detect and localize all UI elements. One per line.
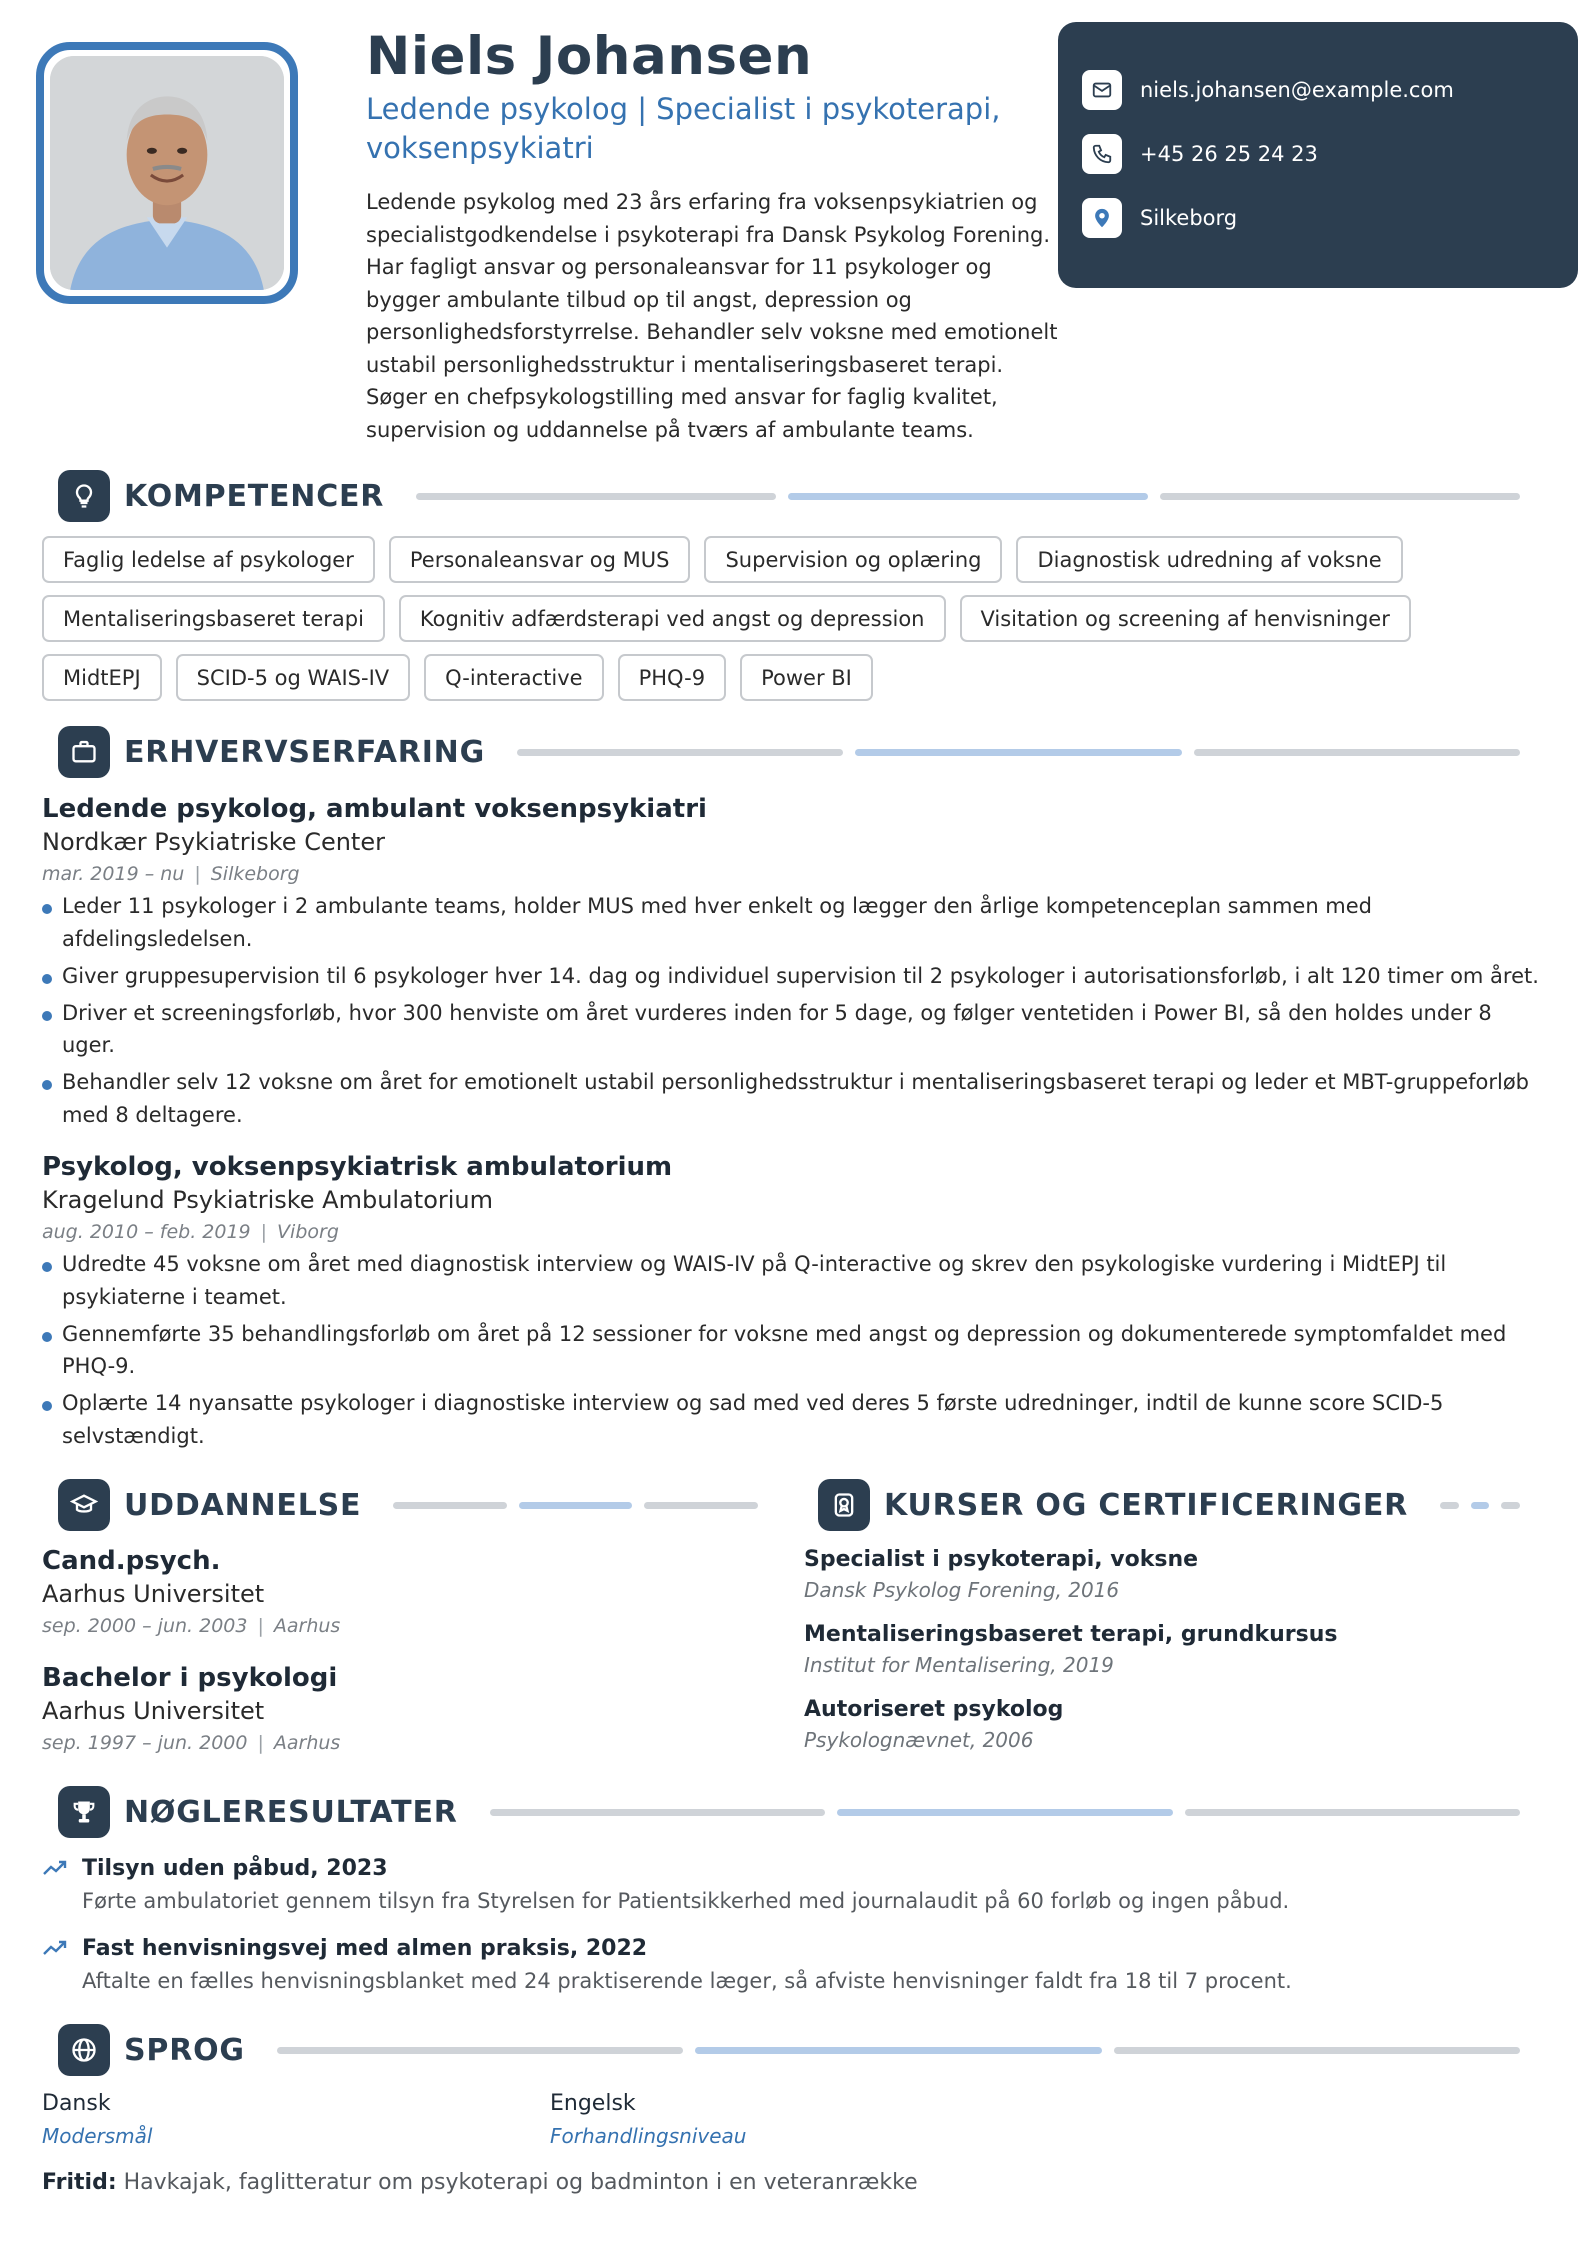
result-text: Førte ambulatoriet gennem tilsyn fra Styrelsen for Patientsikkerhed med journalaudit på 60 forløb og ingen påbud. — [82, 1889, 1290, 1913]
section-divider — [277, 2047, 1520, 2054]
skill-chip: Kognitiv adfærdsterapi ved angst og depression — [399, 595, 946, 642]
job-period: mar. 2019 – nu — [42, 863, 185, 885]
education-location: Aarhus — [273, 1732, 341, 1754]
skill-chip: Power BI — [740, 654, 873, 701]
graduation-cap-icon — [58, 1479, 110, 1531]
globe-icon — [58, 2024, 110, 2076]
job-bullet: Oplærte 14 nyansatte psykologer i diagnostiske interview og sad med ved deres 5 første udredninger, indtil de kunne score SCID-5 selvstændigt. — [42, 1387, 1550, 1452]
job-bullets — [42, 890, 1550, 1131]
education-entry — [42, 1544, 742, 1642]
section-header-skills — [58, 470, 1520, 522]
candidate-name: Niels Johansen — [366, 26, 813, 87]
lightbulb-icon — [58, 470, 110, 522]
result-entry — [42, 1932, 1542, 1998]
section-title-education: UDDANNELSE — [124, 1487, 362, 1523]
job-bullet: Behandler selv 12 voksne om året for emotionelt ustabil personlighedsstruktur i mentaliseringsbaseret terapi og leder et MBT-gruppeforløb med 8 deltagere. — [42, 1066, 1550, 1131]
skill-chip: Personaleansvar og MUS — [389, 536, 691, 583]
job-period: aug. 2010 – feb. 2019 — [42, 1221, 251, 1243]
skill-chip: PHQ-9 — [618, 654, 727, 701]
mail-icon — [1082, 70, 1122, 110]
job-bullet: Gennemførte 35 behandlingsforløb om året på 12 sessioner for voksne med angst og depression og dokumenterede symptomfaldet med PHQ-9. — [42, 1318, 1550, 1383]
briefcase-icon — [58, 726, 110, 778]
contact-card — [1058, 22, 1578, 288]
job-bullet: Leder 11 psykologer i 2 ambulante teams, holder MUS med hver enkelt og lægger den årlige kompetenceplan sammen med afdelingsledelsen. — [42, 890, 1550, 955]
section-header-languages — [58, 2024, 1520, 2076]
job-location: Silkeborg — [210, 863, 300, 885]
job-meta: mar. 2019 – nu | Silkeborg — [42, 863, 300, 885]
skill-chip: MidtEPJ — [42, 654, 162, 701]
result-heading — [42, 1932, 1542, 1964]
contact-phone-text: +45 26 25 24 23 — [1140, 142, 1318, 166]
contact-email[interactable] — [1082, 70, 1578, 110]
hobbies-text: Havkajak, faglitteratur om psykoterapi og badminton i en veteranrække — [123, 2170, 918, 2195]
profile-photo — [50, 56, 284, 290]
job-entry — [42, 792, 1550, 1136]
skill-chip: Visitation og screening af henvisninger — [960, 595, 1411, 642]
section-title-languages: SPROG — [124, 2032, 245, 2068]
result-text: Aftalte en fælles henvisningsblanket med 24 praktiserende læger, så afviste henvisninger faldt fra 18 til 7 procent. — [82, 1969, 1292, 1993]
portrait-image — [50, 56, 284, 290]
job-bullet: Udredte 45 voksne om året med diagnostisk interview og WAIS-IV på Q-interactive og skrev den psykologiske vurdering i MidtEPJ til psykiaterne i teamet. — [42, 1248, 1550, 1313]
section-divider — [517, 749, 1520, 756]
section-title-skills: KOMPETENCER — [124, 478, 385, 514]
skill-chip: SCID-5 og WAIS-IV — [176, 654, 410, 701]
certification-title: Specialist i psykoterapi, voksne — [804, 1547, 1199, 1572]
section-title-results: NØGLERESULTATER — [124, 1794, 458, 1830]
job-entry — [42, 1150, 1550, 1457]
language-entry — [550, 2088, 746, 2152]
map-pin-icon — [1082, 198, 1122, 238]
section-header-experience — [58, 726, 1520, 778]
job-title: Ledende psykolog, ambulant voksenpsykiatri — [42, 794, 707, 824]
education-location: Aarhus — [273, 1615, 341, 1637]
certification-title: Mentaliseringsbaseret terapi, grundkursus — [804, 1622, 1338, 1647]
result-heading — [42, 1852, 1542, 1884]
job-bullet: Driver et screeningsforløb, hvor 300 henviste om året vurderes inden for 5 dage, og følger ventetiden i Power BI, så den holdes under 8 uger. — [42, 997, 1550, 1062]
language-level: Modersmål — [42, 2124, 153, 2148]
certification-issuer: Institut for Mentalisering, 2019 — [804, 1653, 1114, 1677]
award-icon — [818, 1479, 870, 1531]
job-title: Psykolog, voksenpsykiatrisk ambulatorium — [42, 1152, 673, 1182]
section-divider — [416, 493, 1520, 500]
contact-location-text: Silkeborg — [1140, 206, 1238, 230]
hobbies-line — [42, 2170, 918, 2195]
language-name: Engelsk — [550, 2091, 636, 2116]
phone-icon — [1082, 134, 1122, 174]
language-entry — [42, 2088, 152, 2152]
section-divider — [490, 1809, 1520, 1816]
skill-chip: Mentaliseringsbaseret terapi — [42, 595, 385, 642]
certification-entry — [804, 1544, 1544, 1606]
skill-chip: Q-interactive — [424, 654, 603, 701]
education-degree: Bachelor i psykologi — [42, 1663, 338, 1693]
contact-location — [1082, 198, 1578, 238]
skill-chip: Supervision og oplæring — [704, 536, 1002, 583]
education-meta: sep. 1997 – jun. 2000 | Aarhus — [42, 1732, 341, 1754]
education-entry — [42, 1661, 742, 1759]
trophy-icon — [58, 1786, 110, 1838]
section-title-certifications: KURSER OG CERTIFICERINGER — [884, 1487, 1409, 1523]
profile-summary: Ledende psykolog med 23 års erfaring fra voksenpsykiatrien og specialistgodkendelse i psykoterapi fra Dansk Psykolog Forening. Har fagligt ansvar og personaleansvar for 11 psykologer og bygger ambulante tilbud op til angst, depression og personlighedsforstyrrelse. Behandler selv voksne med emotionelt ustabil personlighedsstruktur i mentaliseringsbaseret terapi. Søger en chefpsykologstilling med ansvar for faglig kvalitet, supervision og uddannelse på tværs af ambulante teams. — [366, 190, 1058, 442]
trending-up-icon — [42, 1859, 68, 1877]
education-school: Aarhus Universitet — [42, 1697, 265, 1725]
hobbies-label: Fritid: — [42, 2170, 117, 2195]
job-meta: aug. 2010 – feb. 2019 | Viborg — [42, 1221, 339, 1243]
trending-up-icon — [42, 1939, 68, 1957]
certification-entry — [804, 1694, 1544, 1756]
contact-email-text: niels.johansen@example.com — [1140, 78, 1454, 102]
section-header-education — [58, 1479, 758, 1531]
section-title-experience: ERHVERVSERFARING — [124, 734, 485, 770]
section-header-certifications — [818, 1479, 1520, 1531]
section-header-results — [58, 1786, 1520, 1838]
job-bullet: Giver gruppesupervision til 6 psykologer hver 14. dag og individuel supervision til 2 psykologer i autorisationsforløb, i alt 120 timer om året. — [42, 960, 1550, 993]
skill-chip: Faglig ledelse af psykologer — [42, 536, 375, 583]
certification-entry — [804, 1619, 1544, 1681]
job-location: Viborg — [277, 1221, 339, 1243]
skill-chip: Diagnostisk udredning af voksne — [1016, 536, 1402, 583]
section-divider — [1440, 1502, 1520, 1509]
certification-title: Autoriseret psykolog — [804, 1697, 1064, 1722]
certification-issuer: Psykolognævnet, 2006 — [804, 1728, 1034, 1752]
job-company: Kragelund Psykiatriske Ambulatorium — [42, 1186, 494, 1214]
contact-phone[interactable] — [1082, 134, 1578, 174]
education-period: sep. 1997 – jun. 2000 — [42, 1732, 248, 1754]
result-title: Tilsyn uden påbud, 2023 — [82, 1855, 388, 1881]
education-degree: Cand.psych. — [42, 1546, 221, 1576]
education-meta: sep. 2000 – jun. 2003 | Aarhus — [42, 1615, 341, 1637]
section-divider — [393, 1502, 758, 1509]
education-period: sep. 2000 – jun. 2003 — [42, 1615, 248, 1637]
result-title: Fast henvisningsvej med almen praksis, 2022 — [82, 1935, 648, 1961]
skills-list — [42, 536, 1542, 701]
result-entry — [42, 1852, 1542, 1918]
candidate-headline: Ledende psykolog | Specialist i psykoterapi, voksenpsykiatri — [366, 92, 1001, 165]
job-bullets — [42, 1248, 1550, 1452]
language-name: Dansk — [42, 2091, 111, 2116]
profile-photo-frame — [36, 42, 298, 304]
language-level: Forhandlingsniveau — [550, 2124, 747, 2148]
job-company: Nordkær Psykiatriske Center — [42, 828, 385, 856]
certification-issuer: Dansk Psykolog Forening, 2016 — [804, 1578, 1120, 1602]
education-school: Aarhus Universitet — [42, 1580, 265, 1608]
